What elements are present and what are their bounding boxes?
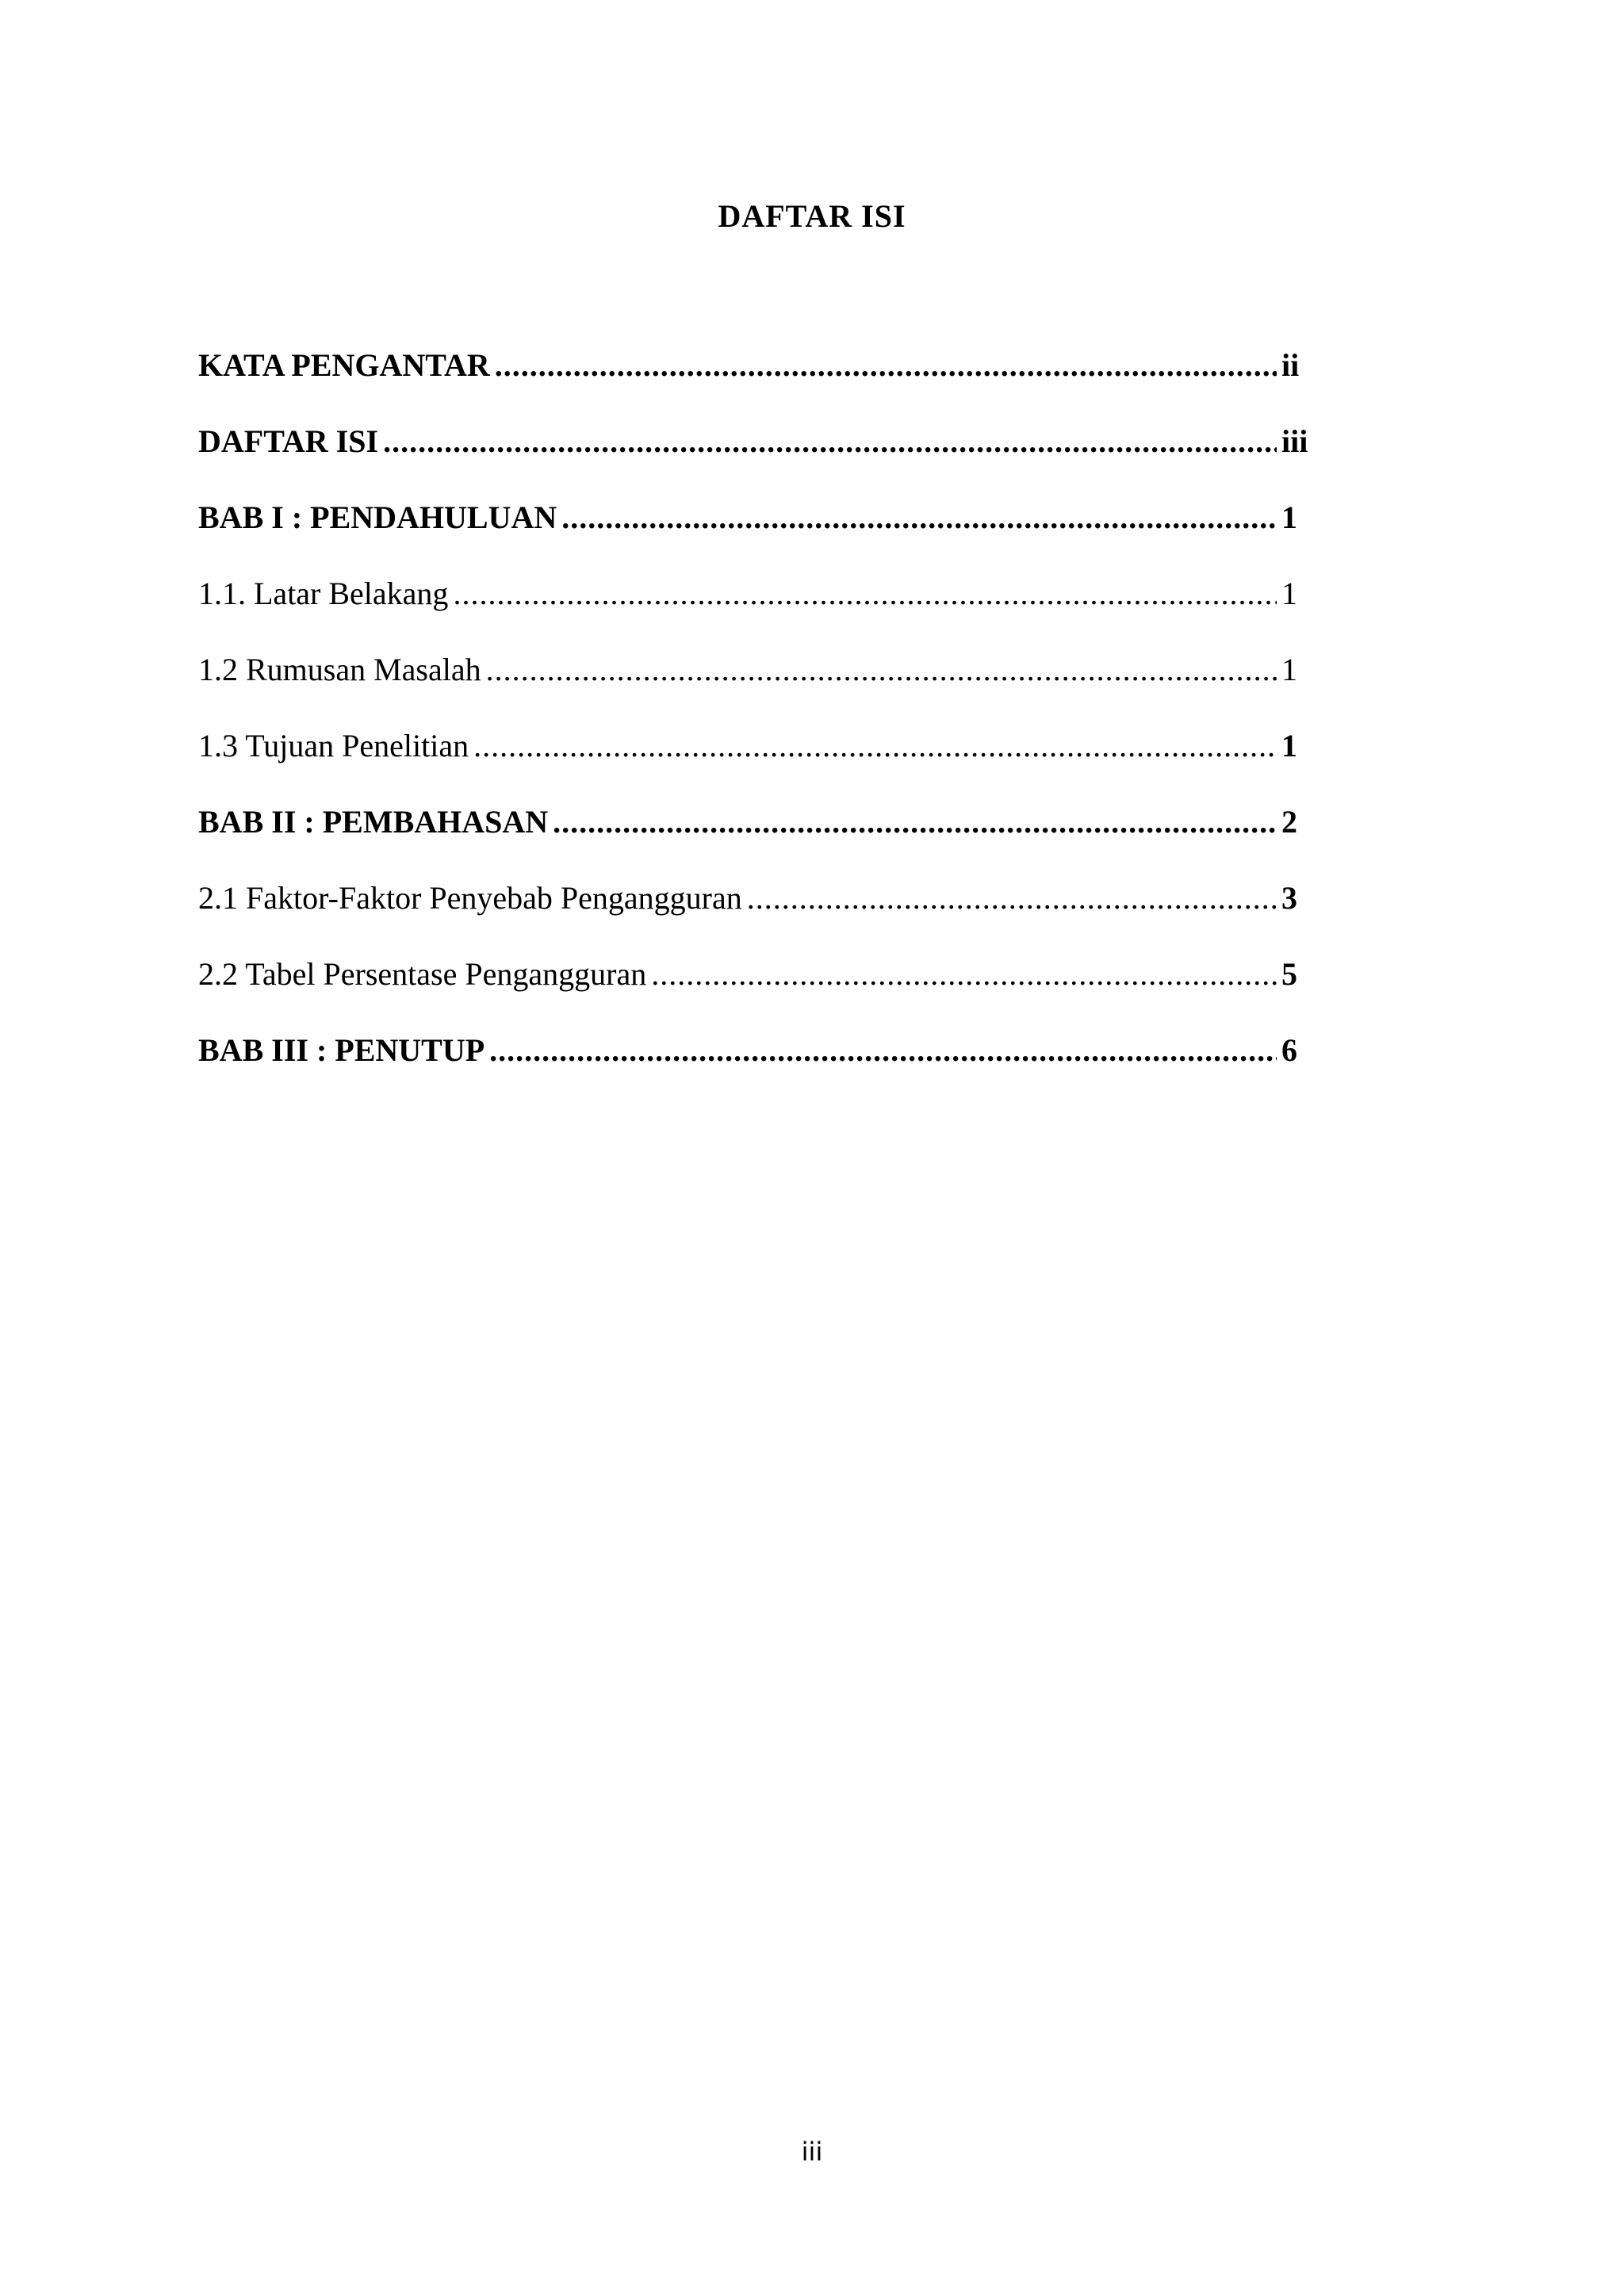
toc-entry-page: 1 bbox=[1281, 652, 1297, 687]
toc-entry-page: 1 bbox=[1281, 728, 1297, 763]
toc-entry-2-1[interactable] bbox=[198, 878, 1316, 955]
table-of-contents bbox=[198, 346, 1316, 1107]
toc-entry-label: KATA PENGANTAR bbox=[198, 347, 490, 383]
page-title: DAFTAR ISI bbox=[718, 198, 906, 234]
toc-entry-page: 2 bbox=[1281, 804, 1297, 840]
dot-leader bbox=[453, 574, 1277, 614]
toc-entry-label: 1.2 Rumusan Masalah bbox=[198, 652, 481, 687]
toc-entry-page: 1 bbox=[1281, 499, 1297, 535]
toc-entry-label: 1.3 Tujuan Penelitian bbox=[198, 728, 469, 763]
dot-leader bbox=[651, 955, 1277, 994]
toc-entry-label: BAB I : PENDAHULUAN bbox=[198, 499, 557, 535]
toc-entry-2-2[interactable] bbox=[198, 955, 1316, 1031]
toc-entry-daftar-isi[interactable] bbox=[198, 422, 1316, 498]
toc-entry-bab-1[interactable] bbox=[198, 498, 1316, 574]
toc-entry-kata-pengantar[interactable] bbox=[198, 346, 1316, 422]
toc-entry-label: BAB II : PEMBAHASAN bbox=[198, 804, 549, 840]
toc-entry-label: 1.1. Latar Belakang bbox=[198, 576, 449, 611]
page-number: iii bbox=[801, 2137, 823, 2167]
toc-entry-page: iii bbox=[1281, 423, 1308, 459]
dot-leader bbox=[495, 346, 1277, 385]
toc-entry-1-3[interactable] bbox=[198, 726, 1316, 802]
toc-entry-label: BAB III : PENUTUP bbox=[198, 1032, 485, 1068]
toc-entry-page: 3 bbox=[1281, 880, 1297, 916]
dot-leader bbox=[486, 650, 1277, 690]
dot-leader bbox=[561, 498, 1277, 538]
toc-entry-bab-3[interactable] bbox=[198, 1031, 1316, 1107]
toc-entry-label: DAFTAR ISI bbox=[198, 423, 379, 459]
toc-entry-page: 1 bbox=[1281, 576, 1297, 611]
toc-entry-bab-2[interactable] bbox=[198, 802, 1316, 878]
dot-leader bbox=[383, 422, 1277, 461]
toc-entry-label: 2.1 Faktor-Faktor Penyebab Pengangguran bbox=[198, 880, 742, 916]
dot-leader bbox=[489, 1031, 1277, 1070]
dot-leader bbox=[747, 878, 1277, 918]
toc-entry-1-1[interactable] bbox=[198, 574, 1316, 650]
toc-entry-1-2[interactable] bbox=[198, 650, 1316, 726]
dot-leader bbox=[553, 802, 1277, 842]
toc-entry-page: 5 bbox=[1281, 956, 1297, 992]
toc-entry-page: 6 bbox=[1281, 1032, 1297, 1068]
dot-leader bbox=[473, 726, 1277, 766]
toc-entry-page: ii bbox=[1281, 347, 1300, 383]
toc-entry-label: 2.2 Tabel Persentase Pengangguran bbox=[198, 956, 647, 992]
